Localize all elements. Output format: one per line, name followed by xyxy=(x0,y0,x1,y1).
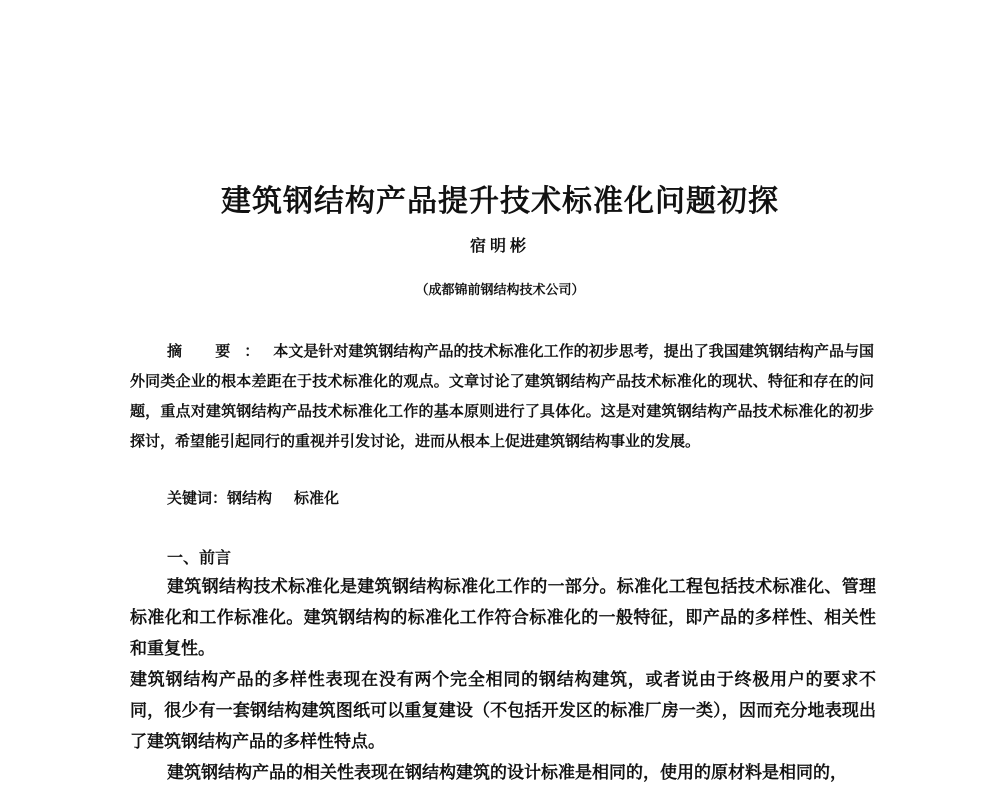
abstract-label: 摘 要： xyxy=(167,342,274,360)
keyword-item: 标准化 xyxy=(294,489,340,507)
author-affiliation: （成都锦前钢结构技术公司） xyxy=(415,283,585,298)
body-paragraph: 建筑钢结构产品的多样性表现在没有两个完全相同的钢结构建筑，或者说由于终极用户的要求不同，很少有一套钢结构建筑图纸可以重复建设（不包括开发区的标准厂房一类），因而充分地表现出了建筑钢结构产品的多样性特点。 xyxy=(130,670,876,752)
keywords-line xyxy=(167,487,867,508)
section-body xyxy=(130,572,876,789)
body-paragraph: 建筑钢结构技术标准化是建筑钢结构标准化工作的一部分。标准化工程包括技术标准化、管理标准化和工作标准化。建筑钢结构的标准化工作符合标准化的一般特征，即产品的多样性、相关性和重复性。 xyxy=(130,577,876,659)
keywords-label: 关键词： xyxy=(167,489,228,507)
section-heading: 一、前言 xyxy=(167,548,232,567)
paper-title: 建筑钢结构产品提升技术标准化问题初探 xyxy=(221,184,779,219)
abstract-block xyxy=(130,336,874,456)
abstract-paragraph xyxy=(130,336,874,456)
body-paragraph: 建筑钢结构产品的相关性表现在钢结构建筑的设计标准是相同的，使用的原材料是相同的， xyxy=(167,763,847,783)
keyword-item: 钢结构 xyxy=(227,489,273,507)
author-name: 宿明彬 xyxy=(469,236,530,255)
abstract-text: 本文是针对建筑钢结构产品的技术标准化工作的初步思考，提出了我国建筑钢结构产品与国外同类企业的根本差距在于技术标准化的观点。文章讨论了建筑钢结构产品技术标准化的现状、特征和存在的问题，重点对建筑钢结构产品技术标准化工作的基本原则进行了具体化。这是对建筑钢结构产品技术标准化的初步探讨，希望能引起同行的重视并引发讨论，进而从根本上促进建筑钢结构事业的发展。 xyxy=(130,342,874,450)
